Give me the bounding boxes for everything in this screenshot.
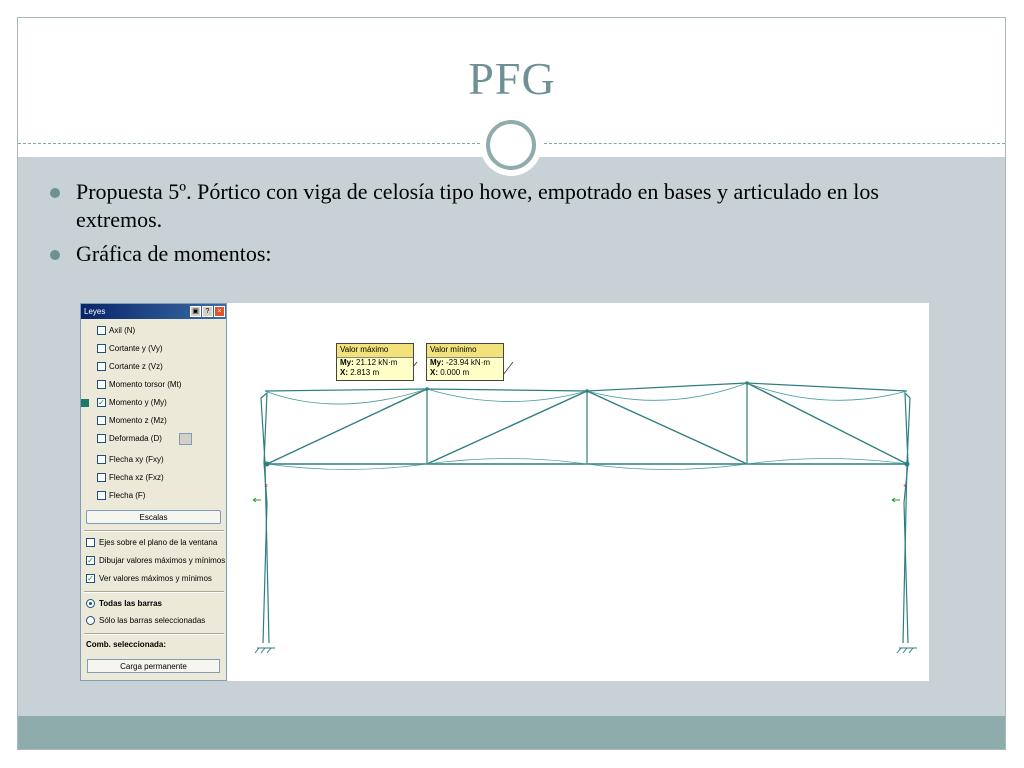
option-label: Cortante y (Vy) bbox=[109, 344, 163, 353]
node bbox=[585, 389, 589, 393]
checkbox-icon[interactable] bbox=[97, 362, 106, 371]
value: 0.000 m bbox=[440, 368, 470, 377]
embedded-screenshot bbox=[80, 303, 929, 681]
option-momento-z[interactable] bbox=[109, 415, 167, 427]
verticals bbox=[427, 383, 747, 464]
checkbox-icon[interactable] bbox=[97, 473, 106, 482]
option-label: Dibujar valores máximos y mínimos bbox=[99, 556, 226, 565]
option-label: Ver valores máximos y mínimos bbox=[99, 574, 212, 583]
dock-icon[interactable]: ▣ bbox=[190, 306, 201, 317]
separator bbox=[84, 591, 224, 593]
close-icon[interactable]: × bbox=[214, 306, 225, 317]
option-axil[interactable] bbox=[109, 325, 135, 337]
checkbox-icon[interactable] bbox=[97, 455, 106, 464]
moment-diagram bbox=[227, 303, 929, 681]
combo-label: Comb. seleccionada: bbox=[86, 640, 167, 649]
hinge-icon: × bbox=[903, 483, 908, 490]
option-label: Flecha xy (Fxy) bbox=[109, 455, 164, 464]
option-cortante-y[interactable] bbox=[109, 343, 163, 355]
leyes-panel bbox=[80, 303, 227, 681]
label: My: bbox=[340, 358, 354, 367]
supports bbox=[255, 648, 917, 653]
option-label: Cortante z (Vz) bbox=[109, 362, 163, 371]
value: 21.12 kN·m bbox=[356, 358, 398, 367]
title-divider-right bbox=[544, 143, 1005, 144]
checkbox-checked-icon[interactable]: ✓ bbox=[98, 398, 105, 407]
radio-selected-icon[interactable] bbox=[86, 599, 95, 608]
node bbox=[425, 387, 429, 391]
label: My: bbox=[430, 358, 444, 367]
radio-todas-barras[interactable] bbox=[99, 598, 162, 610]
option-flecha-xz[interactable] bbox=[109, 472, 164, 484]
checkbox-icon[interactable] bbox=[97, 491, 106, 500]
tooltip-row-my bbox=[337, 358, 413, 368]
tooltip-header: Valor mínimo bbox=[427, 344, 503, 358]
checkbox-checked-icon[interactable]: ✓ bbox=[87, 556, 94, 565]
option-label: Flecha xz (Fxz) bbox=[109, 473, 164, 482]
color-swatch bbox=[81, 399, 89, 407]
option-label: Deformada (D) bbox=[109, 434, 162, 443]
label: X: bbox=[340, 368, 348, 377]
radio-solo-seleccionadas[interactable] bbox=[99, 615, 205, 627]
radio-icon[interactable] bbox=[86, 616, 95, 625]
option-deformada[interactable] bbox=[109, 433, 162, 445]
markers bbox=[253, 483, 907, 502]
tooltip-max bbox=[336, 343, 414, 381]
label: X: bbox=[430, 368, 438, 377]
frame-structure bbox=[261, 383, 910, 643]
hinge-icon: × bbox=[264, 483, 269, 490]
separator bbox=[84, 530, 224, 532]
bullet-list bbox=[50, 178, 950, 274]
option-cortante-z[interactable] bbox=[109, 361, 163, 373]
combo-select[interactable]: Carga permanente bbox=[87, 659, 220, 673]
footer-bar bbox=[18, 716, 1005, 749]
option-label: Flecha (F) bbox=[109, 491, 146, 500]
value: -23.94 kN·m bbox=[446, 358, 491, 367]
option-label: Momento y (My) bbox=[109, 398, 167, 407]
help-icon[interactable]: ? bbox=[202, 306, 213, 317]
checkbox-icon[interactable] bbox=[97, 326, 106, 335]
option-momento-y[interactable] bbox=[98, 397, 167, 409]
checkbox-icon[interactable] bbox=[97, 380, 106, 389]
checkbox-checked-icon[interactable]: ✓ bbox=[87, 574, 94, 583]
right-support-icon bbox=[897, 648, 917, 653]
left-support-icon bbox=[255, 648, 275, 653]
option-ejes[interactable] bbox=[99, 537, 217, 549]
separator bbox=[84, 633, 224, 635]
tooltip-row-x bbox=[427, 368, 503, 378]
panel-title: Leyes bbox=[81, 304, 226, 319]
option-label: Ejes sobre el plano de la ventana bbox=[99, 538, 218, 547]
scales-button[interactable]: Escalas bbox=[86, 510, 221, 524]
checkbox-icon[interactable] bbox=[97, 416, 106, 425]
title-divider-left bbox=[18, 143, 480, 144]
slide-title: PFG bbox=[468, 53, 556, 104]
tooltip-header: Valor máximo bbox=[337, 344, 413, 358]
option-label: Momento torsor (Mt) bbox=[109, 380, 182, 389]
option-label: Todas las barras bbox=[99, 599, 162, 608]
reaction-arrow-icon bbox=[892, 498, 900, 502]
divider-ring-icon bbox=[486, 120, 536, 170]
node bbox=[905, 462, 910, 467]
option-flecha-xy[interactable] bbox=[109, 454, 164, 466]
tooltip-min bbox=[426, 343, 504, 381]
settings-icon[interactable] bbox=[179, 433, 192, 445]
tooltip-pointer bbox=[503, 362, 513, 375]
checkbox-icon[interactable] bbox=[97, 434, 106, 443]
option-momento-torsor[interactable] bbox=[109, 379, 181, 391]
right-column bbox=[904, 393, 910, 643]
checkbox-icon[interactable] bbox=[86, 538, 95, 547]
bullet-item: Gráfica de momentos: bbox=[50, 240, 950, 268]
tooltip-row-my bbox=[427, 358, 503, 368]
option-label: Axil (N) bbox=[109, 326, 136, 335]
value: 2.813 m bbox=[350, 368, 380, 377]
option-flecha[interactable] bbox=[109, 490, 145, 502]
checkbox-icon[interactable] bbox=[97, 344, 106, 353]
node bbox=[745, 381, 749, 385]
node bbox=[265, 462, 270, 467]
option-label: Sólo las barras seleccionadas bbox=[99, 616, 206, 625]
option-dibujar-valores[interactable] bbox=[87, 555, 226, 567]
reaction-arrow-icon bbox=[253, 498, 261, 502]
option-label: Momento z (Mz) bbox=[109, 416, 167, 425]
bullet-item: Propuesta 5º. Pórtico con viga de celosía tipo howe, empotrado en bases y articulado en los extremos. bbox=[50, 178, 950, 234]
option-ver-valores[interactable] bbox=[87, 573, 212, 585]
tooltip-row-x bbox=[337, 368, 413, 378]
